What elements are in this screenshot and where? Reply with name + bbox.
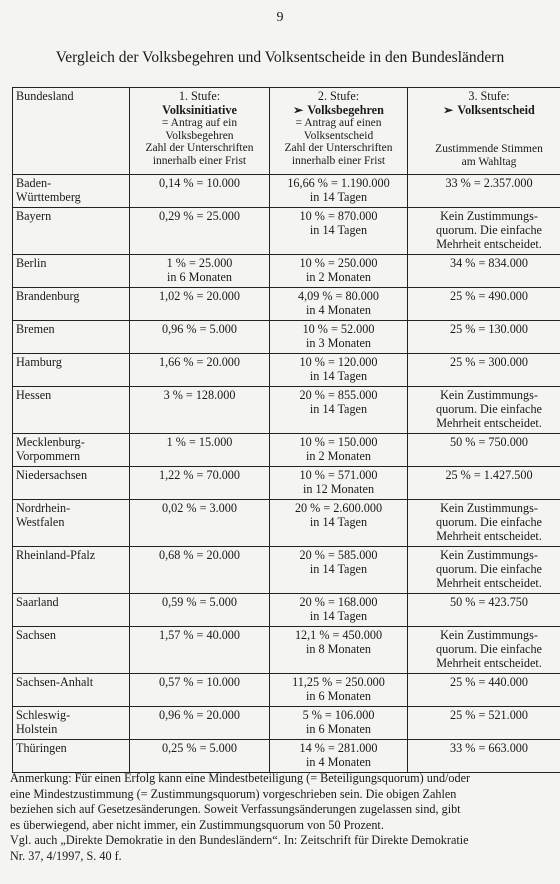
cell-stage2-line: in 14 Tagen xyxy=(309,609,368,623)
cell-stage2 xyxy=(270,354,408,387)
cell-stage3 xyxy=(408,547,560,594)
cell-stage2-line: 10 % = 250.000 xyxy=(299,256,378,270)
cell-bundesland xyxy=(13,288,130,321)
stage2-desc1: = Antrag auf einen xyxy=(295,117,382,129)
cell-stage3-line: 50 % = 423.750 xyxy=(450,595,528,609)
cell-stage2-line: 10 % = 571.000 xyxy=(299,468,378,482)
cell-stage2-line: 20 % = 168.000 xyxy=(299,595,378,609)
cell-stage2-line: in 2 Monaten xyxy=(306,449,371,463)
stage3-name: Volksentscheid xyxy=(457,103,535,117)
table-row xyxy=(13,288,560,321)
cell-stage3 xyxy=(408,707,560,740)
cell-stage2-line: 20 % = 585.000 xyxy=(299,548,378,562)
cell-stage2 xyxy=(270,255,408,288)
cell-stage1 xyxy=(130,208,270,255)
cell-stage1-value: 3 % = 128.000 xyxy=(163,388,236,402)
cell-stage3-line: 33 % = 2.357.000 xyxy=(445,176,533,190)
cell-stage2-line: 11,25 % = 250.000 xyxy=(292,675,385,689)
stage1-desc1: = Antrag auf ein xyxy=(161,117,238,129)
cell-bundesland xyxy=(13,354,130,387)
footnote-line: Nr. 37, 4/1997, S. 40 f. xyxy=(10,848,122,863)
cell-stage2 xyxy=(270,594,408,627)
cell-stage2-line: in 14 Tagen xyxy=(309,223,368,237)
cell-stage2 xyxy=(270,208,408,255)
cell-stage3-line: 25 % = 490.000 xyxy=(450,289,528,303)
header-bundesland: Bundesland xyxy=(13,88,130,175)
cell-bundesland-line: Sachsen-Anhalt xyxy=(16,675,94,689)
cell-stage1 xyxy=(130,594,270,627)
table-row xyxy=(13,255,560,288)
stage2-desc2: Volksentscheid xyxy=(303,129,374,142)
footnote-line: eine Mindestzustimmung (= Zustimmungsquorum) vorgeschrieben sein. Die obigen Zahlen xyxy=(10,786,457,801)
cell-stage1 xyxy=(130,175,270,208)
stage1-desc4: innerhalb einer Frist xyxy=(152,154,247,167)
cell-stage2-line: in 14 Tagen xyxy=(309,190,368,204)
cell-bundesland xyxy=(13,175,130,208)
cell-stage3 xyxy=(408,594,560,627)
cell-bundesland-line: Schleswig- xyxy=(16,708,71,722)
cell-bundesland-line: Berlin xyxy=(16,256,47,270)
cell-stage1-value: 0,68 % = 20.000 xyxy=(158,548,240,562)
cell-stage2 xyxy=(270,321,408,354)
cell-stage1-value: 1,66 % = 20.000 xyxy=(158,355,240,369)
footnote xyxy=(10,771,550,864)
cell-stage3-line: Mehrheit entscheidet. xyxy=(436,416,542,430)
page-title: Vergleich der Volksbegehren und Volksentscheide in den Bundesländern xyxy=(55,49,505,66)
cell-stage1-value: 1,02 % = 20.000 xyxy=(158,289,240,303)
cell-stage3 xyxy=(408,467,560,500)
cell-stage3-line: Kein Zustimmungs- xyxy=(440,388,538,402)
cell-stage1-value: 0,14 % = 10.000 xyxy=(158,176,240,190)
cell-bundesland xyxy=(13,467,130,500)
cell-bundesland-line: Vorpommern xyxy=(16,449,81,463)
page-number: 9 xyxy=(276,10,284,25)
cell-stage2-line: in 4 Monaten xyxy=(306,303,371,317)
cell-stage2-line: 4,09 % = 80.000 xyxy=(297,289,379,303)
cell-bundesland-line: Brandenburg xyxy=(16,289,80,303)
cell-stage1 xyxy=(130,467,270,500)
cell-stage2-line: 10 % = 870.000 xyxy=(299,209,378,223)
table-row xyxy=(13,321,560,354)
table-body xyxy=(13,175,560,773)
cell-bundesland-line: Rheinland-Pfalz xyxy=(16,548,96,562)
stage1-desc3: Zahl der Unterschriften xyxy=(145,142,254,154)
cell-stage3-line: 50 % = 750.000 xyxy=(450,435,528,449)
stage1-desc2: Volksbegehren xyxy=(165,129,234,142)
cell-stage3-line: Mehrheit entscheidet. xyxy=(436,529,542,543)
cell-stage3 xyxy=(408,321,560,354)
table-row xyxy=(13,627,560,674)
cell-bundesland-line: Holstein xyxy=(16,722,58,736)
cell-stage3-line: 34 % = 834.000 xyxy=(450,256,528,270)
cell-stage2 xyxy=(270,674,408,707)
cell-stage1 xyxy=(130,500,270,547)
cell-bundesland xyxy=(13,740,130,773)
cell-bundesland xyxy=(13,627,130,674)
cell-stage2-line: 10 % = 52.000 xyxy=(302,322,375,336)
cell-stage2-line: 14 % = 281.000 xyxy=(299,741,378,755)
cell-stage1-value: 0,96 % = 5.000 xyxy=(162,322,237,336)
cell-stage2-line: 10 % = 150.000 xyxy=(299,435,378,449)
header-stage3 xyxy=(408,88,560,175)
stage2-title xyxy=(273,103,404,117)
cell-stage1-value: 0,25 % = 5.000 xyxy=(162,741,237,755)
table-row xyxy=(13,387,560,434)
cell-bundesland-line: Bremen xyxy=(16,322,55,336)
cell-bundesland xyxy=(13,321,130,354)
arrow-right-icon: ➢ xyxy=(293,103,304,117)
cell-stage2-line: in 6 Monaten xyxy=(306,722,371,736)
cell-bundesland-line: Saarland xyxy=(16,595,59,609)
cell-stage1-value: 1 % = 25.000 xyxy=(166,256,233,270)
cell-bundesland-line: Sachsen xyxy=(16,628,56,642)
footnote-line: Vgl. auch „Direkte Demokratie in den Bundesländern“. In: Zeitschrift für Direkte Demokratie xyxy=(10,833,469,847)
cell-stage3 xyxy=(408,208,560,255)
cell-stage3-line: 25 % = 130.000 xyxy=(450,322,528,336)
cell-stage3-line: quorum. Die einfache xyxy=(436,642,542,656)
cell-stage3-line: 25 % = 1.427.500 xyxy=(445,468,533,482)
cell-stage1 xyxy=(130,707,270,740)
stage2-number: 2. Stufe: xyxy=(317,89,360,103)
cell-stage1 xyxy=(130,547,270,594)
table-row xyxy=(13,740,560,773)
table-row xyxy=(13,594,560,627)
cell-stage3-line: quorum. Die einfache xyxy=(436,562,542,576)
cell-stage3 xyxy=(408,674,560,707)
cell-stage3-line: Mehrheit entscheidet. xyxy=(436,576,542,590)
stage1-name: Volksinitiative xyxy=(162,103,237,117)
cell-stage1-value: 0,59 % = 5.000 xyxy=(162,595,237,609)
cell-stage2-line: in 3 Monaten xyxy=(306,336,371,350)
cell-stage3-line: 25 % = 300.000 xyxy=(450,355,528,369)
cell-stage2-line: 20 % = 855.000 xyxy=(299,388,378,402)
table-row xyxy=(13,175,560,208)
cell-stage3-line: 33 % = 663.000 xyxy=(450,741,528,755)
table-header-row xyxy=(13,88,560,175)
footnote-line: Anmerkung: Für einen Erfolg kann eine Mindestbeteiligung (= Beteiligungsquorum) und/oder xyxy=(10,771,471,785)
cell-bundesland xyxy=(13,594,130,627)
cell-stage2 xyxy=(270,288,408,321)
table-row xyxy=(13,547,560,594)
cell-stage1-value: 0,96 % = 20.000 xyxy=(158,708,240,722)
cell-bundesland xyxy=(13,707,130,740)
table-row xyxy=(13,707,560,740)
stage2-desc4: innerhalb einer Frist xyxy=(291,154,386,167)
cell-stage2-line: in 8 Monaten xyxy=(306,642,371,656)
cell-stage2-line: in 14 Tagen xyxy=(309,369,368,383)
arrow-right-icon: ➢ xyxy=(443,103,454,117)
cell-stage3 xyxy=(408,500,560,547)
cell-stage1-value: 1,57 % = 40.000 xyxy=(158,628,240,642)
cell-stage2 xyxy=(270,387,408,434)
cell-stage3-line: Kein Zustimmungs- xyxy=(440,501,538,515)
stage3-number: 3. Stufe: xyxy=(468,89,510,103)
stage2-desc3: Zahl der Unterschriften xyxy=(284,142,393,154)
cell-bundesland-line: Bayern xyxy=(16,209,52,223)
cell-bundesland-line: Württemberg xyxy=(16,190,81,204)
cell-stage3 xyxy=(408,434,560,467)
cell-stage2-line: in 14 Tagen xyxy=(309,515,368,529)
cell-stage3-line: 25 % = 521.000 xyxy=(450,708,528,722)
cell-bundesland-line: Hamburg xyxy=(16,355,62,369)
cell-stage1-value: 0,29 % = 25.000 xyxy=(158,209,240,223)
cell-stage3-line: quorum. Die einfache xyxy=(436,402,542,416)
table-row xyxy=(13,434,560,467)
cell-stage2 xyxy=(270,175,408,208)
cell-bundesland-line: Baden- xyxy=(16,176,52,190)
cell-bundesland xyxy=(13,434,130,467)
cell-stage3-line: Kein Zustimmungs- xyxy=(440,548,538,562)
cell-stage1 xyxy=(130,321,270,354)
cell-bundesland-line: Thüringen xyxy=(16,741,67,755)
comparison-table xyxy=(12,87,560,773)
cell-stage1 xyxy=(130,627,270,674)
stage3-desc1: Zustimmende Stimmen xyxy=(435,143,543,155)
cell-stage2 xyxy=(270,740,408,773)
cell-stage1 xyxy=(130,255,270,288)
cell-stage2 xyxy=(270,434,408,467)
cell-stage2-line: in 6 Monaten xyxy=(306,689,371,703)
cell-bundesland xyxy=(13,500,130,547)
stage3-desc2: am Wahltag xyxy=(461,155,517,168)
cell-bundesland xyxy=(13,547,130,594)
cell-bundesland xyxy=(13,387,130,434)
cell-stage2-line: in 4 Monaten xyxy=(306,755,371,769)
cell-stage2-line: in 14 Tagen xyxy=(309,562,368,576)
table-row xyxy=(13,500,560,547)
cell-stage2 xyxy=(270,500,408,547)
table-row xyxy=(13,674,560,707)
cell-stage3 xyxy=(408,175,560,208)
cell-stage3-line: Mehrheit entscheidet. xyxy=(436,656,542,670)
cell-stage2-line: in 12 Monaten xyxy=(302,482,375,496)
cell-bundesland-line: Hessen xyxy=(16,388,52,402)
cell-stage2-line: 5 % = 106.000 xyxy=(302,708,375,722)
cell-stage3-line: quorum. Die einfache xyxy=(436,515,542,529)
cell-stage1 xyxy=(130,674,270,707)
cell-stage2-line: 12,1 % = 450.000 xyxy=(294,628,383,642)
cell-stage2 xyxy=(270,467,408,500)
cell-stage1-period: in 6 Monaten xyxy=(167,270,232,284)
stage1-number: 1. Stufe: xyxy=(178,89,221,103)
footnote-line: es überwiegend, aber nicht immer, ein Zustimmungsquorum von 50 Prozent. xyxy=(10,817,384,832)
cell-bundesland-line: Westfalen xyxy=(16,515,65,529)
cell-stage1 xyxy=(130,740,270,773)
cell-stage3 xyxy=(408,627,560,674)
header-stage1 xyxy=(130,88,270,175)
cell-stage1-value: 0,57 % = 10.000 xyxy=(158,675,240,689)
cell-stage1 xyxy=(130,288,270,321)
cell-stage3 xyxy=(408,740,560,773)
cell-bundesland-line: Mecklenburg- xyxy=(16,435,85,449)
cell-bundesland xyxy=(13,674,130,707)
cell-bundesland-line: Niedersachsen xyxy=(16,468,88,482)
cell-stage1 xyxy=(130,434,270,467)
footnote-line: beziehen sich auf Gesetzesänderungen. Soweit Verfassungsänderungen zugelassen sind, gibt xyxy=(10,802,461,816)
cell-stage3-line: Kein Zustimmungs- xyxy=(440,628,538,642)
cell-bundesland xyxy=(13,255,130,288)
cell-stage2 xyxy=(270,707,408,740)
table-row xyxy=(13,208,560,255)
cell-stage3-line: Kein Zustimmungs- xyxy=(440,209,538,223)
stage2-name: Volksbegehren xyxy=(307,103,384,117)
cell-stage1-value: 1,22 % = 70.000 xyxy=(158,468,240,482)
cell-stage1-value: 1 % = 15.000 xyxy=(166,435,233,449)
cell-stage1-value: 0,02 % = 3.000 xyxy=(162,501,237,515)
cell-stage3 xyxy=(408,288,560,321)
cell-bundesland xyxy=(13,208,130,255)
cell-stage3-line: 25 % = 440.000 xyxy=(450,675,528,689)
cell-stage3 xyxy=(408,255,560,288)
cell-stage2-line: in 2 Monaten xyxy=(306,270,371,284)
cell-stage1 xyxy=(130,387,270,434)
table-row xyxy=(13,354,560,387)
cell-bundesland-line: Nordrhein- xyxy=(16,501,71,515)
header-stage2 xyxy=(270,88,408,175)
cell-stage3-line: Mehrheit entscheidet. xyxy=(436,237,542,251)
table-row xyxy=(13,467,560,500)
cell-stage3 xyxy=(408,387,560,434)
cell-stage1 xyxy=(130,354,270,387)
cell-stage2-line: 16,66 % = 1.190.000 xyxy=(287,176,390,190)
cell-stage2 xyxy=(270,627,408,674)
cell-stage3 xyxy=(408,354,560,387)
cell-stage2-line: in 14 Tagen xyxy=(309,402,368,416)
cell-stage2-line: 10 % = 120.000 xyxy=(299,355,378,369)
cell-stage3-line: quorum. Die einfache xyxy=(436,223,542,237)
stage3-title xyxy=(411,103,560,117)
cell-stage2 xyxy=(270,547,408,594)
cell-stage2-line: 20 % = 2.600.000 xyxy=(294,501,383,515)
